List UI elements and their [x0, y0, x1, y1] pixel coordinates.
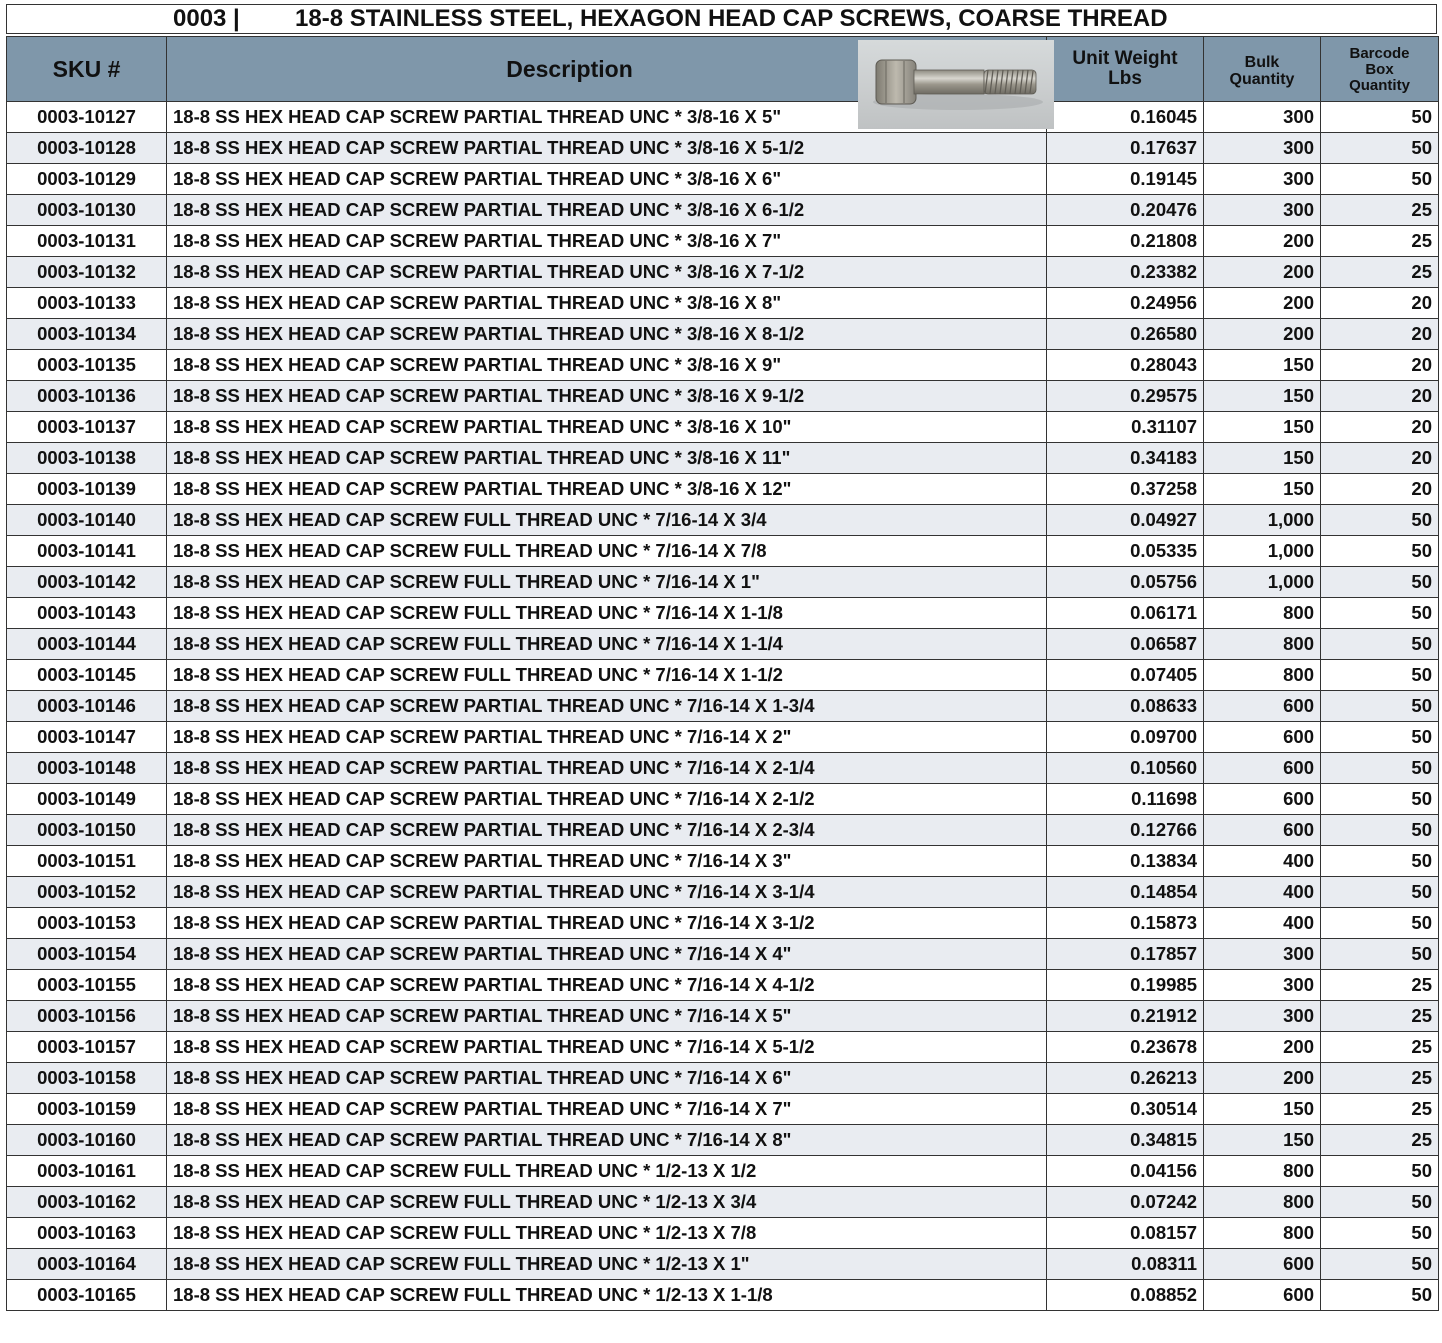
table-row: [7, 474, 1439, 505]
unit-weight-cell: 0.30514: [1047, 1094, 1204, 1125]
unit-weight-cell: 0.13834: [1047, 846, 1204, 877]
bulk-quantity-cell: 1,000: [1204, 536, 1321, 567]
table-row: [7, 412, 1439, 443]
bulk-quantity-cell: 200: [1204, 226, 1321, 257]
bulk-quantity-cell: 150: [1204, 443, 1321, 474]
unit-weight-cell: 0.21808: [1047, 226, 1204, 257]
bulk-quantity-cell: 300: [1204, 195, 1321, 226]
table-row: [7, 505, 1439, 536]
table-row: [7, 133, 1439, 164]
unit-weight-cell: 0.19985: [1047, 970, 1204, 1001]
bulk-quantity-cell: 150: [1204, 474, 1321, 505]
description-cell: 18-8 SS HEX HEAD CAP SCREW PARTIAL THREAD UNC * 3/8-16 X 5": [167, 102, 1047, 133]
table-row: [7, 1125, 1439, 1156]
bulk-quantity-cell: 1,000: [1204, 505, 1321, 536]
bulk-quantity-cell: 300: [1204, 1001, 1321, 1032]
header-line: Lbs: [1108, 68, 1142, 89]
table-row: [7, 567, 1439, 598]
description-cell: 18-8 SS HEX HEAD CAP SCREW PARTIAL THREAD UNC * 3/8-16 X 7": [167, 226, 1047, 257]
sku-cell: 0003-10142: [7, 567, 167, 598]
unit-weight-cell: 0.07405: [1047, 660, 1204, 691]
table-row: [7, 319, 1439, 350]
description-cell: 18-8 SS HEX HEAD CAP SCREW FULL THREAD UNC * 1/2-13 X 3/4: [167, 1187, 1047, 1218]
bulk-quantity-cell: 800: [1204, 1218, 1321, 1249]
barcode-box-quantity-cell: 20: [1321, 319, 1439, 350]
bulk-quantity-cell: 300: [1204, 939, 1321, 970]
unit-weight-cell: 0.06587: [1047, 629, 1204, 660]
bulk-quantity-cell: 300: [1204, 102, 1321, 133]
sku-cell: 0003-10149: [7, 784, 167, 815]
column-header-sku: SKU #: [7, 37, 167, 102]
unit-weight-cell: 0.23678: [1047, 1032, 1204, 1063]
section-title: 18-8 STAINLESS STEEL, HEXAGON HEAD CAP SCREWS, COARSE THREAD: [295, 5, 1168, 32]
unit-weight-cell: 0.20476: [1047, 195, 1204, 226]
sku-cell: 0003-10129: [7, 164, 167, 195]
description-cell: 18-8 SS HEX HEAD CAP SCREW FULL THREAD UNC * 1/2-13 X 1": [167, 1249, 1047, 1280]
barcode-box-quantity-cell: 50: [1321, 722, 1439, 753]
barcode-box-quantity-cell: 25: [1321, 1094, 1439, 1125]
bulk-quantity-cell: 200: [1204, 288, 1321, 319]
unit-weight-cell: 0.10560: [1047, 753, 1204, 784]
sku-cell: 0003-10143: [7, 598, 167, 629]
barcode-box-quantity-cell: 20: [1321, 350, 1439, 381]
sku-cell: 0003-10145: [7, 660, 167, 691]
unit-weight-cell: 0.04156: [1047, 1156, 1204, 1187]
unit-weight-cell: 0.29575: [1047, 381, 1204, 412]
column-header-unit-weight: [1047, 37, 1204, 102]
table-row: [7, 1187, 1439, 1218]
barcode-box-quantity-cell: 25: [1321, 1125, 1439, 1156]
header-line: Quantity: [1229, 71, 1295, 88]
barcode-box-quantity-cell: 25: [1321, 1063, 1439, 1094]
barcode-box-quantity-cell: 50: [1321, 1249, 1439, 1280]
barcode-box-quantity-cell: 50: [1321, 908, 1439, 939]
bulk-quantity-cell: 300: [1204, 970, 1321, 1001]
description-cell: 18-8 SS HEX HEAD CAP SCREW PARTIAL THREAD UNC * 3/8-16 X 5-1/2: [167, 133, 1047, 164]
bulk-quantity-cell: 600: [1204, 691, 1321, 722]
bulk-quantity-cell: 600: [1204, 1249, 1321, 1280]
bulk-quantity-cell: 1,000: [1204, 567, 1321, 598]
header-line: Bulk: [1244, 54, 1280, 72]
bulk-quantity-cell: 150: [1204, 350, 1321, 381]
description-cell: 18-8 SS HEX HEAD CAP SCREW PARTIAL THREAD UNC * 7/16-14 X 2-3/4: [167, 815, 1047, 846]
barcode-box-quantity-cell: 50: [1321, 1187, 1439, 1218]
sku-cell: 0003-10139: [7, 474, 167, 505]
table-row: [7, 226, 1439, 257]
unit-weight-cell: 0.31107: [1047, 412, 1204, 443]
sku-cell: 0003-10132: [7, 257, 167, 288]
page-title: [6, 4, 1437, 34]
table-row: [7, 629, 1439, 660]
table-row: [7, 784, 1439, 815]
sku-cell: 0003-10153: [7, 908, 167, 939]
sku-cell: 0003-10150: [7, 815, 167, 846]
bulk-quantity-cell: 150: [1204, 381, 1321, 412]
description-cell: 18-8 SS HEX HEAD CAP SCREW FULL THREAD UNC * 7/16-14 X 1-1/2: [167, 660, 1047, 691]
table-row: [7, 598, 1439, 629]
barcode-box-quantity-cell: 50: [1321, 102, 1439, 133]
sku-cell: 0003-10159: [7, 1094, 167, 1125]
sku-cell: 0003-10130: [7, 195, 167, 226]
barcode-box-quantity-cell: 25: [1321, 1032, 1439, 1063]
barcode-box-quantity-cell: 20: [1321, 288, 1439, 319]
sku-cell: 0003-10161: [7, 1156, 167, 1187]
bulk-quantity-cell: 400: [1204, 908, 1321, 939]
bulk-quantity-cell: 200: [1204, 1063, 1321, 1094]
sku-cell: 0003-10135: [7, 350, 167, 381]
barcode-box-quantity-cell: 20: [1321, 474, 1439, 505]
table-row: [7, 815, 1439, 846]
description-cell: 18-8 SS HEX HEAD CAP SCREW FULL THREAD UNC * 7/16-14 X 1-1/4: [167, 629, 1047, 660]
sku-cell: 0003-10146: [7, 691, 167, 722]
table-row: [7, 970, 1439, 1001]
barcode-box-quantity-cell: 25: [1321, 257, 1439, 288]
sku-cell: 0003-10148: [7, 753, 167, 784]
barcode-box-quantity-cell: 50: [1321, 939, 1439, 970]
unit-weight-cell: 0.12766: [1047, 815, 1204, 846]
bulk-quantity-cell: 200: [1204, 1032, 1321, 1063]
sku-cell: 0003-10138: [7, 443, 167, 474]
barcode-box-quantity-cell: 25: [1321, 195, 1439, 226]
table-row: [7, 1249, 1439, 1280]
bulk-quantity-cell: 400: [1204, 877, 1321, 908]
barcode-box-quantity-cell: 50: [1321, 505, 1439, 536]
description-cell: 18-8 SS HEX HEAD CAP SCREW FULL THREAD UNC * 1/2-13 X 7/8: [167, 1218, 1047, 1249]
barcode-box-quantity-cell: 50: [1321, 133, 1439, 164]
sku-cell: 0003-10127: [7, 102, 167, 133]
table-row: [7, 660, 1439, 691]
bulk-quantity-cell: 800: [1204, 1156, 1321, 1187]
sku-cell: 0003-10147: [7, 722, 167, 753]
unit-weight-cell: 0.19145: [1047, 164, 1204, 195]
table-row: [7, 536, 1439, 567]
unit-weight-cell: 0.16045: [1047, 102, 1204, 133]
bulk-quantity-cell: 150: [1204, 1094, 1321, 1125]
table-row: [7, 691, 1439, 722]
unit-weight-cell: 0.05756: [1047, 567, 1204, 598]
description-cell: 18-8 SS HEX HEAD CAP SCREW PARTIAL THREAD UNC * 3/8-16 X 12": [167, 474, 1047, 505]
sku-cell: 0003-10141: [7, 536, 167, 567]
table-row: [7, 195, 1439, 226]
table-row: [7, 753, 1439, 784]
barcode-box-quantity-cell: 50: [1321, 567, 1439, 598]
sku-cell: 0003-10136: [7, 381, 167, 412]
bulk-quantity-cell: 400: [1204, 846, 1321, 877]
sku-cell: 0003-10156: [7, 1001, 167, 1032]
unit-weight-cell: 0.37258: [1047, 474, 1204, 505]
sku-cell: 0003-10151: [7, 846, 167, 877]
bulk-quantity-cell: 600: [1204, 784, 1321, 815]
barcode-box-quantity-cell: 25: [1321, 226, 1439, 257]
unit-weight-cell: 0.24956: [1047, 288, 1204, 319]
barcode-box-quantity-cell: 20: [1321, 381, 1439, 412]
bulk-quantity-cell: 800: [1204, 598, 1321, 629]
sku-cell: 0003-10131: [7, 226, 167, 257]
header-line: Quantity: [1349, 76, 1410, 94]
unit-weight-cell: 0.05335: [1047, 536, 1204, 567]
description-cell: 18-8 SS HEX HEAD CAP SCREW PARTIAL THREAD UNC * 7/16-14 X 2-1/4: [167, 753, 1047, 784]
table-row: [7, 1218, 1439, 1249]
barcode-box-quantity-cell: 50: [1321, 691, 1439, 722]
bulk-quantity-cell: 300: [1204, 164, 1321, 195]
barcode-box-quantity-cell: 50: [1321, 846, 1439, 877]
table-row: [7, 877, 1439, 908]
table-row: [7, 939, 1439, 970]
unit-weight-cell: 0.17637: [1047, 133, 1204, 164]
description-cell: 18-8 SS HEX HEAD CAP SCREW PARTIAL THREAD UNC * 3/8-16 X 9-1/2: [167, 381, 1047, 412]
sku-cell: 0003-10162: [7, 1187, 167, 1218]
unit-weight-cell: 0.08311: [1047, 1249, 1204, 1280]
barcode-box-quantity-cell: 50: [1321, 164, 1439, 195]
description-cell: 18-8 SS HEX HEAD CAP SCREW FULL THREAD UNC * 7/16-14 X 1-1/8: [167, 598, 1047, 629]
description-cell: 18-8 SS HEX HEAD CAP SCREW PARTIAL THREAD UNC * 3/8-16 X 7-1/2: [167, 257, 1047, 288]
bulk-quantity-cell: 150: [1204, 412, 1321, 443]
table-row: [7, 846, 1439, 877]
unit-weight-cell: 0.09700: [1047, 722, 1204, 753]
sku-cell: 0003-10128: [7, 133, 167, 164]
unit-weight-cell: 0.07242: [1047, 1187, 1204, 1218]
description-cell: 18-8 SS HEX HEAD CAP SCREW PARTIAL THREAD UNC * 7/16-14 X 5-1/2: [167, 1032, 1047, 1063]
unit-weight-cell: 0.14854: [1047, 877, 1204, 908]
description-cell: 18-8 SS HEX HEAD CAP SCREW PARTIAL THREAD UNC * 3/8-16 X 6-1/2: [167, 195, 1047, 226]
description-cell: 18-8 SS HEX HEAD CAP SCREW PARTIAL THREAD UNC * 3/8-16 X 8": [167, 288, 1047, 319]
bulk-quantity-cell: 600: [1204, 722, 1321, 753]
barcode-box-quantity-cell: 50: [1321, 753, 1439, 784]
barcode-box-quantity-cell: 50: [1321, 536, 1439, 567]
bulk-quantity-cell: 300: [1204, 133, 1321, 164]
column-header-description-label: Description: [506, 55, 633, 82]
bulk-quantity-cell: 200: [1204, 319, 1321, 350]
section-code: 0003 |: [173, 5, 240, 32]
barcode-box-quantity-cell: 20: [1321, 412, 1439, 443]
sku-cell: 0003-10164: [7, 1249, 167, 1280]
barcode-box-quantity-cell: 50: [1321, 1218, 1439, 1249]
description-cell: 18-8 SS HEX HEAD CAP SCREW PARTIAL THREAD UNC * 7/16-14 X 6": [167, 1063, 1047, 1094]
description-cell: 18-8 SS HEX HEAD CAP SCREW PARTIAL THREAD UNC * 7/16-14 X 2-1/2: [167, 784, 1047, 815]
unit-weight-cell: 0.17857: [1047, 939, 1204, 970]
description-cell: 18-8 SS HEX HEAD CAP SCREW PARTIAL THREAD UNC * 3/8-16 X 8-1/2: [167, 319, 1047, 350]
description-cell: 18-8 SS HEX HEAD CAP SCREW PARTIAL THREAD UNC * 7/16-14 X 4-1/2: [167, 970, 1047, 1001]
description-cell: 18-8 SS HEX HEAD CAP SCREW PARTIAL THREAD UNC * 7/16-14 X 3-1/4: [167, 877, 1047, 908]
sku-cell: 0003-10165: [7, 1280, 167, 1311]
sku-cell: 0003-10154: [7, 939, 167, 970]
description-cell: 18-8 SS HEX HEAD CAP SCREW PARTIAL THREAD UNC * 3/8-16 X 11": [167, 443, 1047, 474]
unit-weight-cell: 0.04927: [1047, 505, 1204, 536]
table-row: [7, 1156, 1439, 1187]
description-cell: 18-8 SS HEX HEAD CAP SCREW FULL THREAD UNC * 7/16-14 X 7/8: [167, 536, 1047, 567]
description-cell: 18-8 SS HEX HEAD CAP SCREW PARTIAL THREAD UNC * 3/8-16 X 10": [167, 412, 1047, 443]
bulk-quantity-cell: 200: [1204, 257, 1321, 288]
unit-weight-cell: 0.23382: [1047, 257, 1204, 288]
unit-weight-cell: 0.21912: [1047, 1001, 1204, 1032]
sku-cell: 0003-10137: [7, 412, 167, 443]
table-row: [7, 1280, 1439, 1311]
barcode-box-quantity-cell: 50: [1321, 815, 1439, 846]
sku-cell: 0003-10133: [7, 288, 167, 319]
barcode-box-quantity-cell: 50: [1321, 598, 1439, 629]
column-header-bulk-quantity: [1204, 37, 1321, 102]
unit-weight-cell: 0.08157: [1047, 1218, 1204, 1249]
table-row: [7, 1001, 1439, 1032]
sku-cell: 0003-10163: [7, 1218, 167, 1249]
product-table: [6, 36, 1439, 1311]
unit-weight-cell: 0.15873: [1047, 908, 1204, 939]
bulk-quantity-cell: 600: [1204, 815, 1321, 846]
table-row: [7, 288, 1439, 319]
description-cell: 18-8 SS HEX HEAD CAP SCREW FULL THREAD UNC * 1/2-13 X 1-1/8: [167, 1280, 1047, 1311]
sku-cell: 0003-10157: [7, 1032, 167, 1063]
barcode-box-quantity-cell: 50: [1321, 629, 1439, 660]
sku-cell: 0003-10134: [7, 319, 167, 350]
description-cell: 18-8 SS HEX HEAD CAP SCREW PARTIAL THREAD UNC * 7/16-14 X 1-3/4: [167, 691, 1047, 722]
bulk-quantity-cell: 600: [1204, 753, 1321, 784]
unit-weight-cell: 0.34815: [1047, 1125, 1204, 1156]
table-row: [7, 257, 1439, 288]
table-row: [7, 722, 1439, 753]
unit-weight-cell: 0.08852: [1047, 1280, 1204, 1311]
barcode-box-quantity-cell: 25: [1321, 1001, 1439, 1032]
table-row: [7, 443, 1439, 474]
table-row: [7, 102, 1439, 133]
sku-cell: 0003-10158: [7, 1063, 167, 1094]
unit-weight-cell: 0.34183: [1047, 443, 1204, 474]
unit-weight-cell: 0.06171: [1047, 598, 1204, 629]
description-cell: 18-8 SS HEX HEAD CAP SCREW PARTIAL THREAD UNC * 7/16-14 X 8": [167, 1125, 1047, 1156]
description-cell: 18-8 SS HEX HEAD CAP SCREW PARTIAL THREAD UNC * 7/16-14 X 2": [167, 722, 1047, 753]
header-line: Unit Weight: [1072, 48, 1178, 70]
unit-weight-cell: 0.26580: [1047, 319, 1204, 350]
bulk-quantity-cell: 800: [1204, 660, 1321, 691]
barcode-box-quantity-cell: 25: [1321, 970, 1439, 1001]
description-cell: 18-8 SS HEX HEAD CAP SCREW FULL THREAD UNC * 7/16-14 X 3/4: [167, 505, 1047, 536]
table-row: [7, 1063, 1439, 1094]
description-cell: 18-8 SS HEX HEAD CAP SCREW PARTIAL THREAD UNC * 7/16-14 X 3": [167, 846, 1047, 877]
sku-cell: 0003-10152: [7, 877, 167, 908]
table-row: [7, 1094, 1439, 1125]
unit-weight-cell: 0.08633: [1047, 691, 1204, 722]
barcode-box-quantity-cell: 50: [1321, 1280, 1439, 1311]
unit-weight-cell: 0.11698: [1047, 784, 1204, 815]
description-cell: 18-8 SS HEX HEAD CAP SCREW FULL THREAD UNC * 7/16-14 X 1": [167, 567, 1047, 598]
bulk-quantity-cell: 600: [1204, 1280, 1321, 1311]
description-cell: 18-8 SS HEX HEAD CAP SCREW PARTIAL THREAD UNC * 3/8-16 X 6": [167, 164, 1047, 195]
table-header-row: [7, 37, 1439, 102]
unit-weight-cell: 0.28043: [1047, 350, 1204, 381]
table-row: [7, 908, 1439, 939]
description-cell: 18-8 SS HEX HEAD CAP SCREW PARTIAL THREAD UNC * 7/16-14 X 4": [167, 939, 1047, 970]
description-cell: 18-8 SS HEX HEAD CAP SCREW PARTIAL THREAD UNC * 7/16-14 X 7": [167, 1094, 1047, 1125]
sku-cell: 0003-10144: [7, 629, 167, 660]
header-line: Box: [1365, 61, 1394, 79]
sku-cell: 0003-10160: [7, 1125, 167, 1156]
column-header-barcode-box-quantity: [1321, 37, 1439, 102]
header-line: Barcode: [1349, 45, 1410, 63]
barcode-box-quantity-cell: 50: [1321, 660, 1439, 691]
table-row: [7, 350, 1439, 381]
table-row: [7, 164, 1439, 195]
table-row: [7, 381, 1439, 412]
bulk-quantity-cell: 800: [1204, 1187, 1321, 1218]
barcode-box-quantity-cell: 50: [1321, 1156, 1439, 1187]
sku-cell: 0003-10140: [7, 505, 167, 536]
table-row: [7, 1032, 1439, 1063]
bulk-quantity-cell: 150: [1204, 1125, 1321, 1156]
barcode-box-quantity-cell: 50: [1321, 784, 1439, 815]
description-cell: 18-8 SS HEX HEAD CAP SCREW FULL THREAD UNC * 1/2-13 X 1/2: [167, 1156, 1047, 1187]
barcode-box-quantity-cell: 50: [1321, 877, 1439, 908]
description-cell: 18-8 SS HEX HEAD CAP SCREW PARTIAL THREAD UNC * 7/16-14 X 5": [167, 1001, 1047, 1032]
hex-cap-screw-photo: [858, 40, 1054, 129]
description-cell: 18-8 SS HEX HEAD CAP SCREW PARTIAL THREAD UNC * 7/16-14 X 3-1/2: [167, 908, 1047, 939]
sku-cell: 0003-10155: [7, 970, 167, 1001]
bulk-quantity-cell: 800: [1204, 629, 1321, 660]
description-cell: 18-8 SS HEX HEAD CAP SCREW PARTIAL THREAD UNC * 3/8-16 X 9": [167, 350, 1047, 381]
unit-weight-cell: 0.26213: [1047, 1063, 1204, 1094]
barcode-box-quantity-cell: 20: [1321, 443, 1439, 474]
